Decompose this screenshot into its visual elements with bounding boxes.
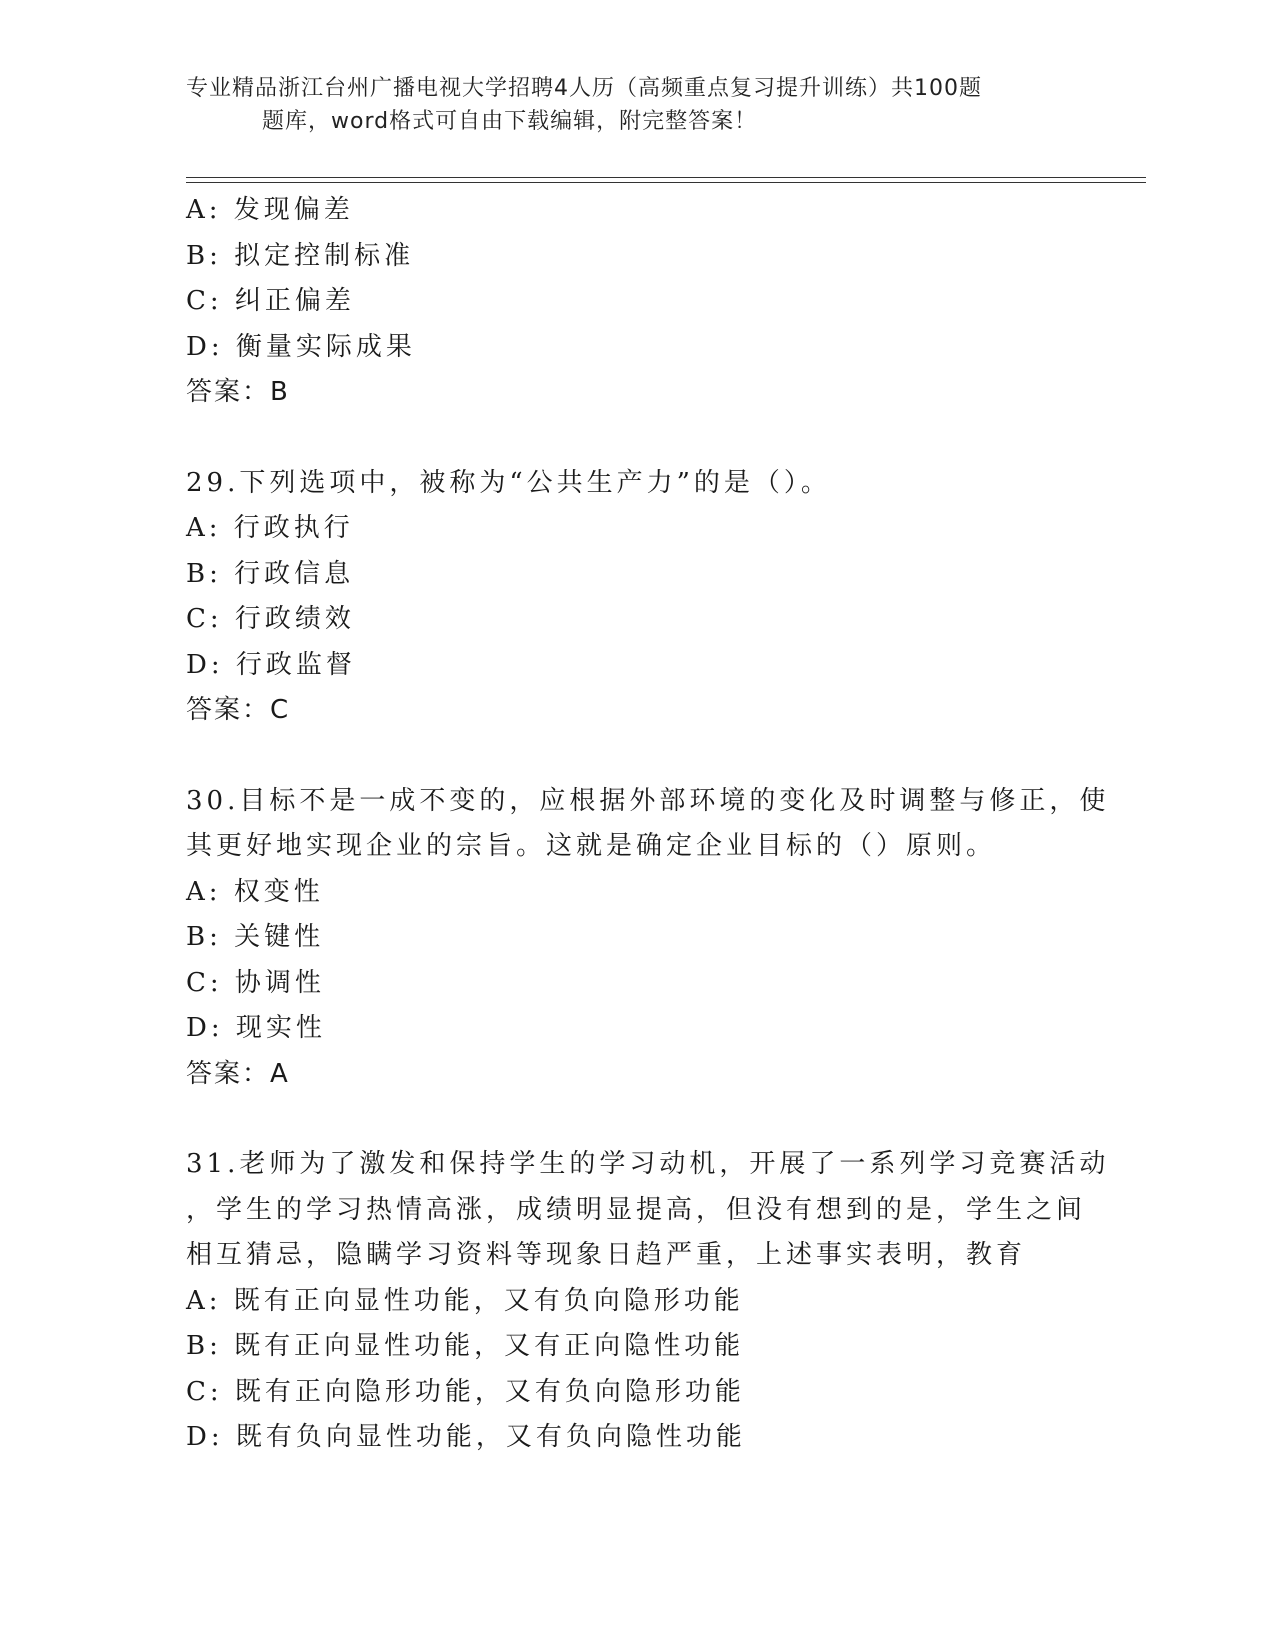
question-block-continued xyxy=(186,188,1086,416)
option-b: B: 既有正向显性功能，又有正向隐性功能 xyxy=(186,1331,745,1361)
option-a: A: 发现偏差 xyxy=(186,195,354,225)
option-c: C: 行政绩效 xyxy=(186,604,355,634)
question-stem xyxy=(186,779,1110,870)
option-b: B: 行政信息 xyxy=(186,558,355,589)
option-a: A: 行政执行 xyxy=(186,513,354,543)
answer-line: 答案：C xyxy=(186,695,291,725)
question-stem-line: 31.老师为了激发和保持学生的学习动机，开展了一系列学习竞赛活动 xyxy=(186,1149,1110,1179)
question-stem xyxy=(186,461,1086,507)
document-body xyxy=(186,188,1110,1461)
option-c: C: 纠正偏差 xyxy=(186,286,355,316)
header-line-1: 专业精品浙江台州广播电视大学招聘4人历（高频重点复习提升训练）共100题 xyxy=(186,76,982,101)
option-c: C: 既有正向隐形功能，又有负向隐形功能 xyxy=(186,1376,745,1407)
question-stem-line: ，学生的学习热情高涨，成绩明显提高，但没有想到的是，学生之间 xyxy=(186,1194,1087,1225)
question-block-30 xyxy=(186,779,1110,1098)
option-d: D: 既有负向显性功能，又有负向隐性功能 xyxy=(186,1422,746,1452)
question-stem-line: 相互猜忌，隐瞒学习资料等现象日趋严重，上述事实表明，教育 xyxy=(186,1240,1027,1270)
option-d: D: 行政监督 xyxy=(186,649,356,680)
question-stem xyxy=(186,1142,1110,1279)
document-header xyxy=(186,72,1086,138)
question-stem-line: 其更好地实现企业的宗旨。这就是确定企业目标的（）原则。 xyxy=(186,831,997,861)
header-divider-bottom xyxy=(186,182,1146,183)
option-b: B: 关键性 xyxy=(186,922,325,952)
question-block-29 xyxy=(186,461,1086,734)
option-c: C: 协调性 xyxy=(186,967,325,998)
option-b: B: 拟定控制标准 xyxy=(186,240,415,271)
question-block-31 xyxy=(186,1142,1110,1461)
question-stem-line: 29.下列选项中，被称为“公共生产力”的是（）。 xyxy=(186,467,831,498)
option-a: A: 既有正向显性功能，又有负向隐形功能 xyxy=(186,1285,744,1316)
answer-line: 答案：B xyxy=(186,377,290,407)
option-d: D: 现实性 xyxy=(186,1013,326,1043)
option-d: D: 衡量实际成果 xyxy=(186,331,416,362)
option-a: A: 权变性 xyxy=(186,876,324,907)
header-divider-top xyxy=(186,177,1146,178)
question-stem-line: 30.目标不是一成不变的，应根据外部环境的变化及时调整与修正，使 xyxy=(186,785,1110,816)
header-line-2: 题库，word格式可自由下载编辑，附完整答案！ xyxy=(262,109,758,134)
answer-line: 答案：A xyxy=(186,1058,290,1089)
